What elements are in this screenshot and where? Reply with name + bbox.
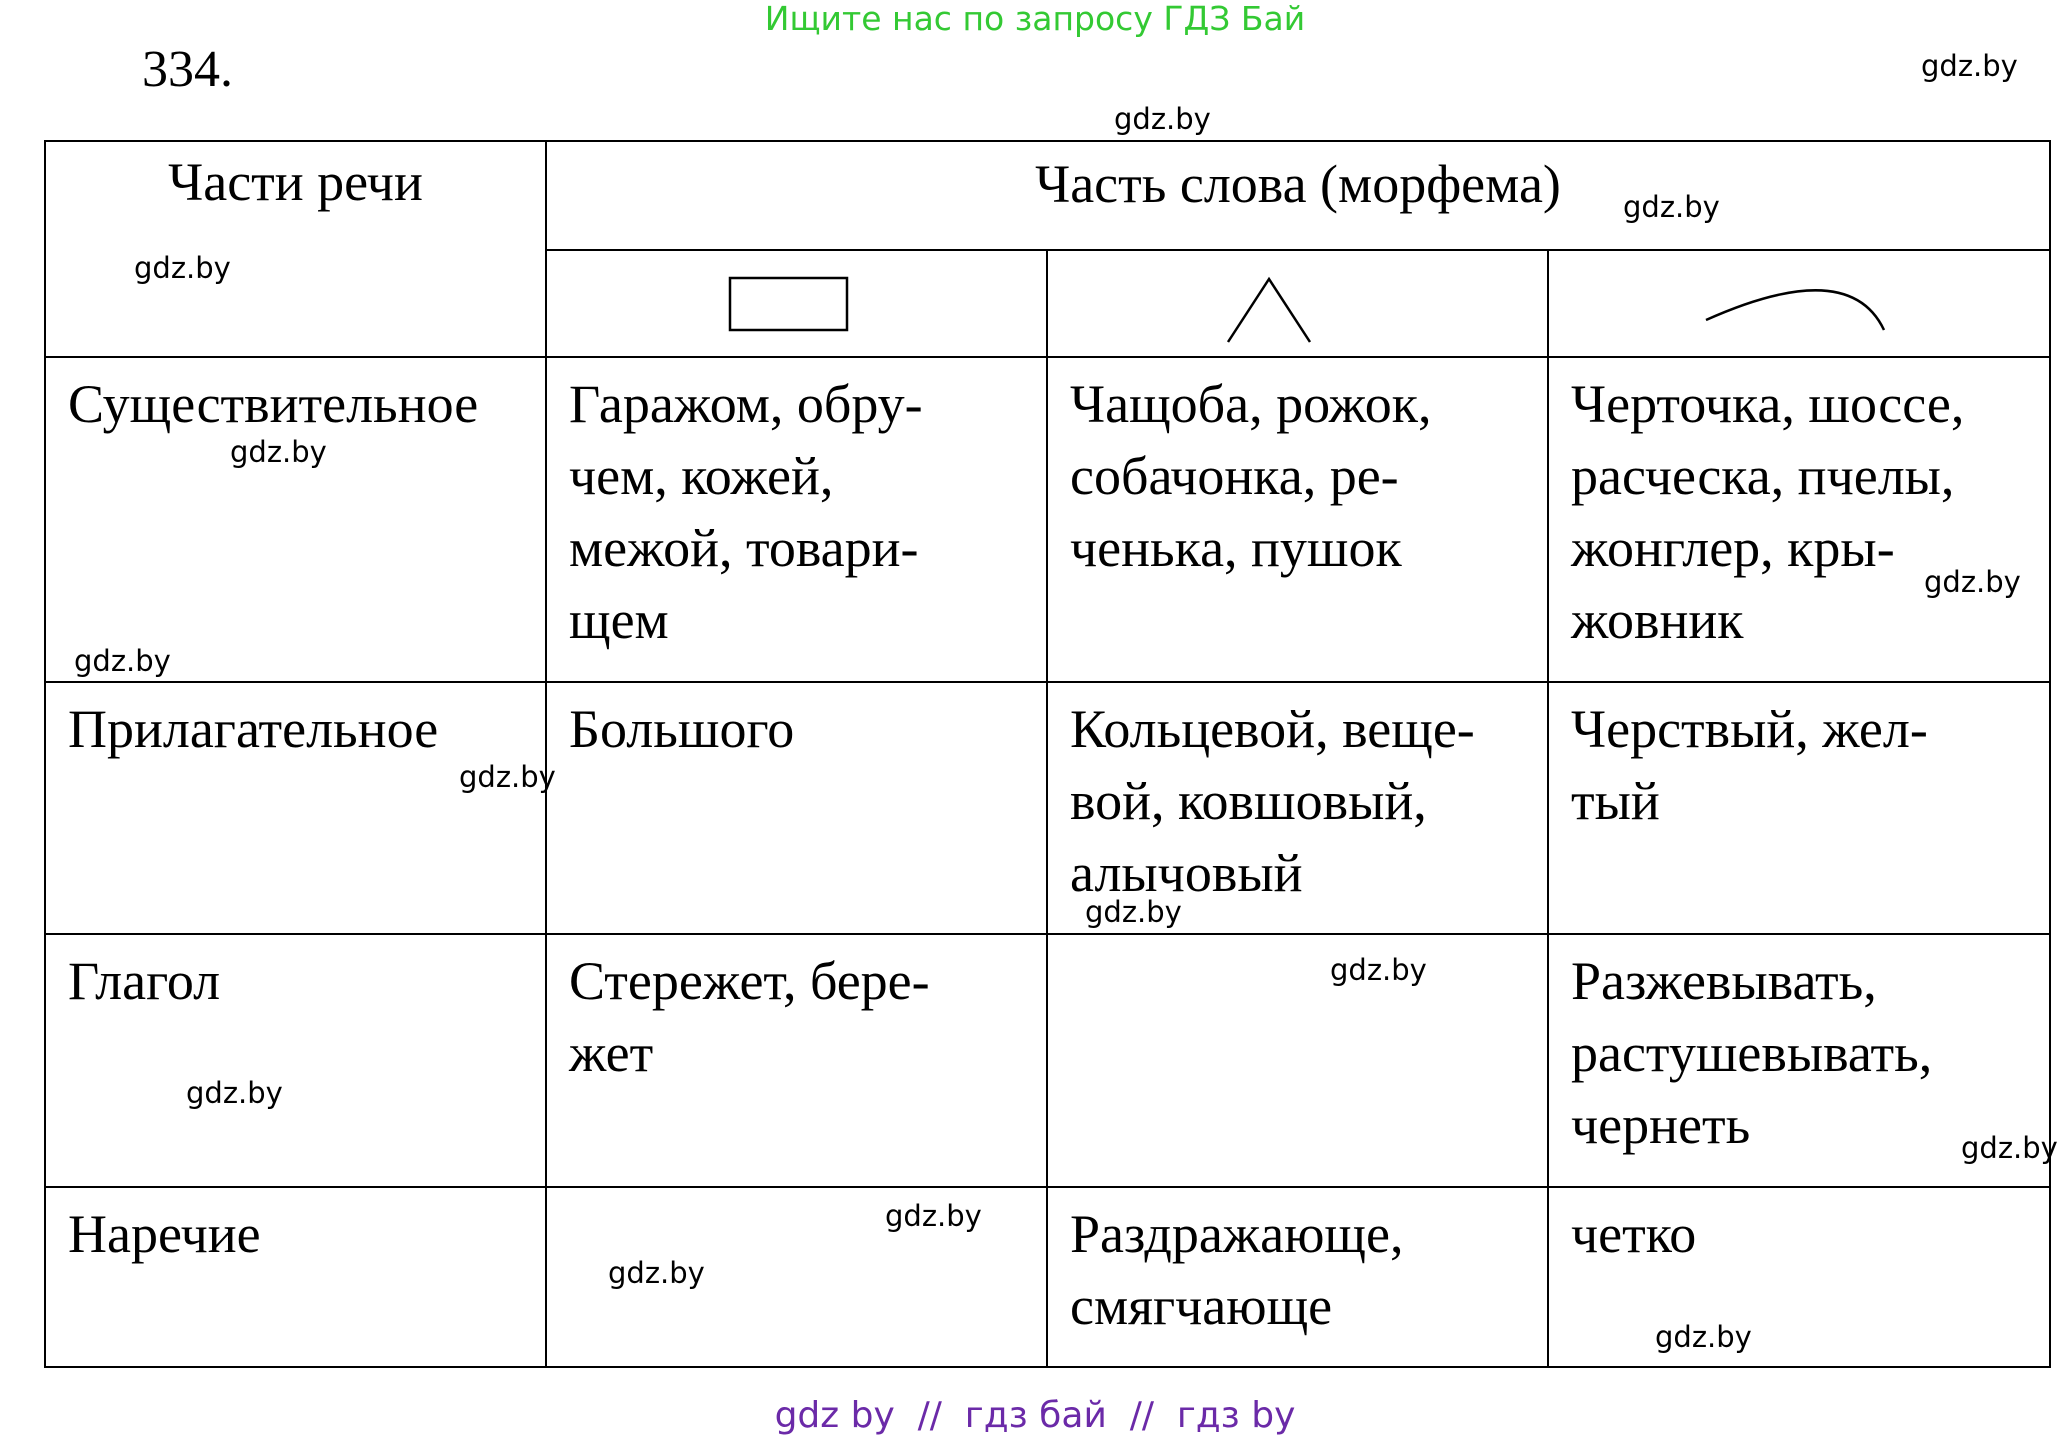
root-box-icon [547,251,1047,356]
exercise-number: 334. [142,41,233,98]
watermark: gdz.by [885,1199,982,1233]
watermark: gdz.by [608,1256,705,1290]
watermark: gdz.by [1961,1131,2058,1165]
watermark: gdz.by [1330,953,1427,987]
root-words [547,1188,1046,1198]
watermark: gdz.by [230,435,327,469]
watermark: gdz.by [74,644,171,678]
root-cell [546,357,1047,682]
table-row [45,357,2050,682]
morpheme-table [44,140,2051,1368]
watermark: gdz.by [1085,895,1182,929]
ending-cell [1548,1187,2050,1367]
watermark: gdz.by [134,251,231,285]
header-parts-of-speech: Части речи [168,152,423,212]
header-row [45,141,2050,250]
header-morpheme-cell [546,141,2050,250]
root-cell [546,682,1047,934]
watermark: gdz.by [459,760,556,794]
suffix-caret-icon [1048,251,1548,356]
suffix-cell [1047,934,1548,1187]
part-of-speech-cell [45,1187,546,1367]
part-of-speech-label: Наречие [68,1204,261,1264]
watermark: gdz.by [1655,1320,1752,1354]
suffix-words [1048,935,1547,945]
suffix-words: Чащоба, рожок, собачонка, ре- ченька, пушок [1070,374,1432,578]
part-of-speech-cell [45,682,546,934]
ending-cell [1548,682,2050,934]
part-of-speech-cell [45,357,546,682]
suffix-cell [1047,1187,1548,1367]
watermark: gdz.by [1924,565,2021,599]
ending-icon-cell [1548,250,2050,358]
ending-arc-icon [1549,251,2049,356]
suffix-words: Кольцевой, веще- вой, ковшовый, алычовый [1070,699,1475,903]
part-of-speech-cell [45,934,546,1187]
ending-words: четко [1571,1204,1697,1264]
watermark: gdz.by [1623,190,1720,224]
root-cell [546,934,1047,1187]
part-of-speech-label: Прилагательное [68,699,439,759]
root-icon-cell [546,250,1047,358]
root-words: Большого [569,699,795,759]
ending-words: Черствый, жел- тый [1571,699,1928,831]
part-of-speech-label: Глагол [68,951,221,1011]
table-row [45,934,2050,1187]
search-banner: Ищите нас по запросу ГДЗ Бай [764,0,1306,38]
watermark: gdz.by [1921,49,2018,83]
watermark: gdz.by [1114,102,1211,136]
header-morpheme: Часть слова (морфема) [1035,154,1561,214]
suffix-cell [1047,357,1548,682]
ending-words: Разжевывать, растушевывать, чернеть [1571,951,1933,1155]
ending-cell [1548,357,2050,682]
suffix-icon-cell [1047,250,1548,358]
table-row [45,682,2050,934]
ending-words: Черточка, шоссе, расческа, пчелы, жонглер, кры- жовник [1571,374,1965,650]
root-words: Стережет, бере- жет [569,951,930,1083]
part-of-speech-label: Существительное [68,374,479,434]
footer-links: gdz by // гдз бай // гдз by [774,1395,1296,1436]
header-parts-of-speech-cell [45,141,546,357]
root-words: Гаражом, обру- чем, кожей, межой, товари- щем [569,374,923,650]
watermark: gdz.by [186,1076,283,1110]
suffix-words: Раздражающе, смягчающе [1070,1204,1404,1336]
